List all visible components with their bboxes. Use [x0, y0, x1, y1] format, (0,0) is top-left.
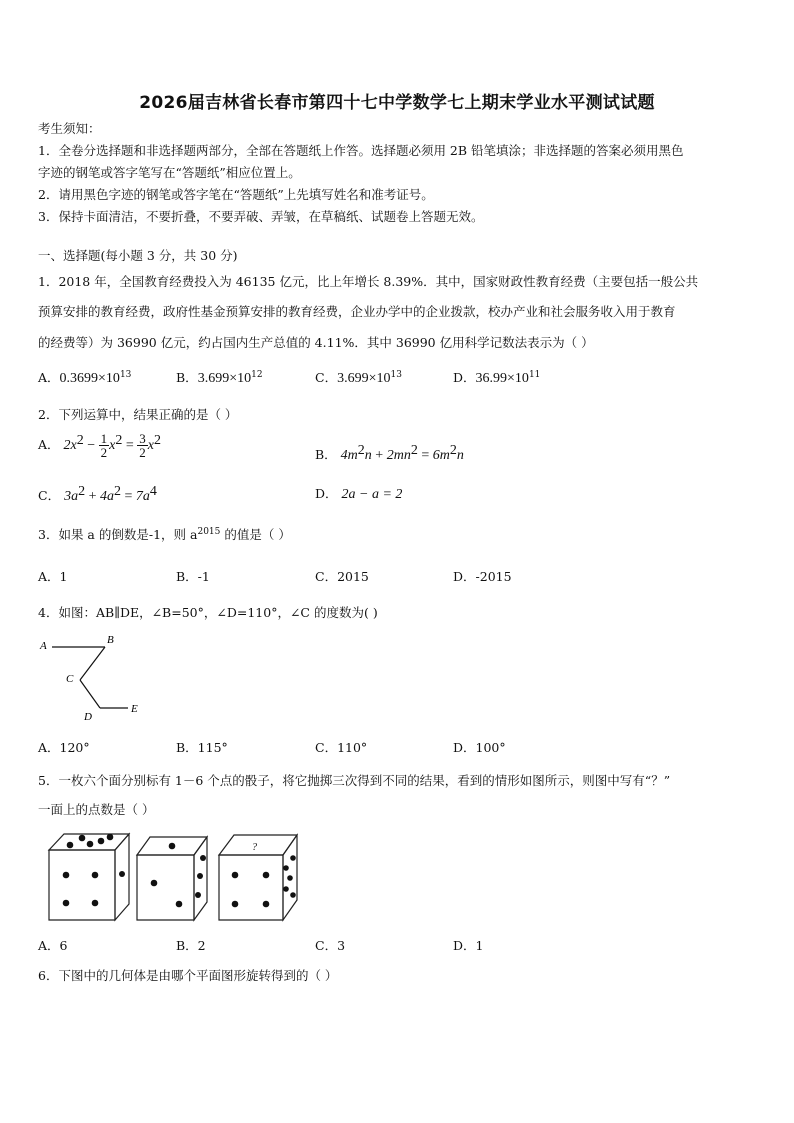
q5-option-b: B．2 [176, 938, 206, 953]
q1-line-2: 预算安排的教育经费，政府性基金预算安排的教育经费，企业办学中的企业拨款，校办产业和社会服务收入用于教育 [38, 304, 676, 319]
q3-option-d: D．-2015 [453, 569, 512, 584]
q4-option-a: A．120° [38, 740, 90, 755]
q3-stem: 3．如果 a 的倒数是-1，则 $a^{2015}$ 的值是（ ） [38, 526, 291, 542]
q3-option-c: C．2015 [315, 569, 369, 584]
q3-option-a: A．1 [38, 569, 68, 584]
die-3-front [219, 855, 283, 920]
notice-item-1: 1．全卷分选择题和非选择题两部分，全部在答题纸上作答。选择题必须用 2B 铅笔填涂；非选择题的答案必须用黑色 [38, 143, 684, 158]
section-heading: 一、选择题(每小题 3 分，共 30 分) [38, 248, 238, 263]
die-2-front [137, 855, 194, 920]
q5-line-1: 5．一枚六个面分别标有 1－6 个点的骰子，将它抛掷三次得到不同的结果，看到的情形如图所示，则图中写有“？” [38, 773, 671, 788]
question-mark: ? [252, 842, 257, 853]
q1-option-a: A．$0.3699\times 10^{13}$ [38, 369, 132, 386]
line-bc [80, 647, 105, 680]
q5-dice-figure [40, 828, 310, 926]
line-cd [80, 680, 100, 708]
q5-option-a: A．6 [38, 938, 68, 953]
q2-option-d: D． 2a − a = 2 [315, 486, 403, 502]
q2-option-a: A． $2x^2$ − $\frac{1}{2}$ $x^2$ = $\frac{3}{2}$ $x^2$ [38, 431, 161, 460]
q2-stem: 2．下列运算中，结果正确的是（ ） [38, 407, 238, 422]
q2-option-c: C． $3a^2 + 4a^2 = 7a^4$ [38, 484, 157, 505]
notice-heading: 考生须知： [38, 121, 101, 136]
q1-option-d: D．$36.99\times 10^{11}$ [453, 369, 541, 386]
label-a: A [40, 640, 47, 652]
die-2-dots [151, 843, 206, 908]
q4-stem: 4．如图：AB∥DE，∠B=50°，∠D=110°，∠C 的度数为( ) [38, 605, 378, 620]
notice-item-2: 2．请用黑色字迹的钢笔或答字笔在“答题纸”上先填写姓名和准考证号。 [38, 187, 434, 202]
page-title: 2026届吉林省长春市第四十七中学数学七上期末学业水平测试试题 [139, 93, 655, 113]
die-2 [137, 837, 207, 920]
q4-option-c: C．110° [315, 740, 368, 755]
q3-option-b: B．-1 [176, 569, 210, 584]
notice-item-3: 3．保持卡面清洁，不要折叠，不要弄破、弄皱，在草稿纸、试题卷上答题无效。 [38, 209, 484, 224]
die-3 [219, 835, 297, 920]
label-c: C [66, 673, 74, 685]
q2-option-b: B． $4m^2n + 2mn^2 = 6m^2n$ [315, 443, 464, 464]
q1-line-1: 1．2018 年，全国教育经费投入为 46135 亿元，比上年增长 8.39%．其中，国家财政性教育经费（主要包括一般公共 [38, 274, 699, 289]
label-e: E [131, 703, 138, 715]
q1-line-3: 的经费等）为 36990 亿元，约占国内生产总值的 4.11%．其中 36990 亿用科学记数法表示为（ ） [38, 335, 594, 350]
q5-option-c: C．3 [315, 938, 346, 953]
q5-line-2: 一面上的点数是（ ） [38, 802, 155, 817]
label-b: B [107, 634, 114, 646]
label-d: D [84, 711, 92, 723]
q4-option-b: B．115° [176, 740, 228, 755]
notice-item-1-cont: 字迹的钢笔或答字笔写在“答题纸”相应位置上。 [38, 165, 301, 180]
q1-option-c: C．$3.699\times 10^{13}$ [315, 369, 402, 386]
q6-stem: 6．下图中的几何体是由哪个平面图形旋转得到的（ ） [38, 968, 338, 983]
q4-option-d: D．100° [453, 740, 506, 755]
q5-option-d: D．1 [453, 938, 484, 953]
die-1-dots [63, 834, 125, 907]
die-1-front [49, 850, 115, 920]
q4-figure [30, 630, 160, 725]
die-3-dots [232, 855, 296, 907]
q1-option-b: B．$3.699\times 10^{12}$ [176, 369, 263, 386]
